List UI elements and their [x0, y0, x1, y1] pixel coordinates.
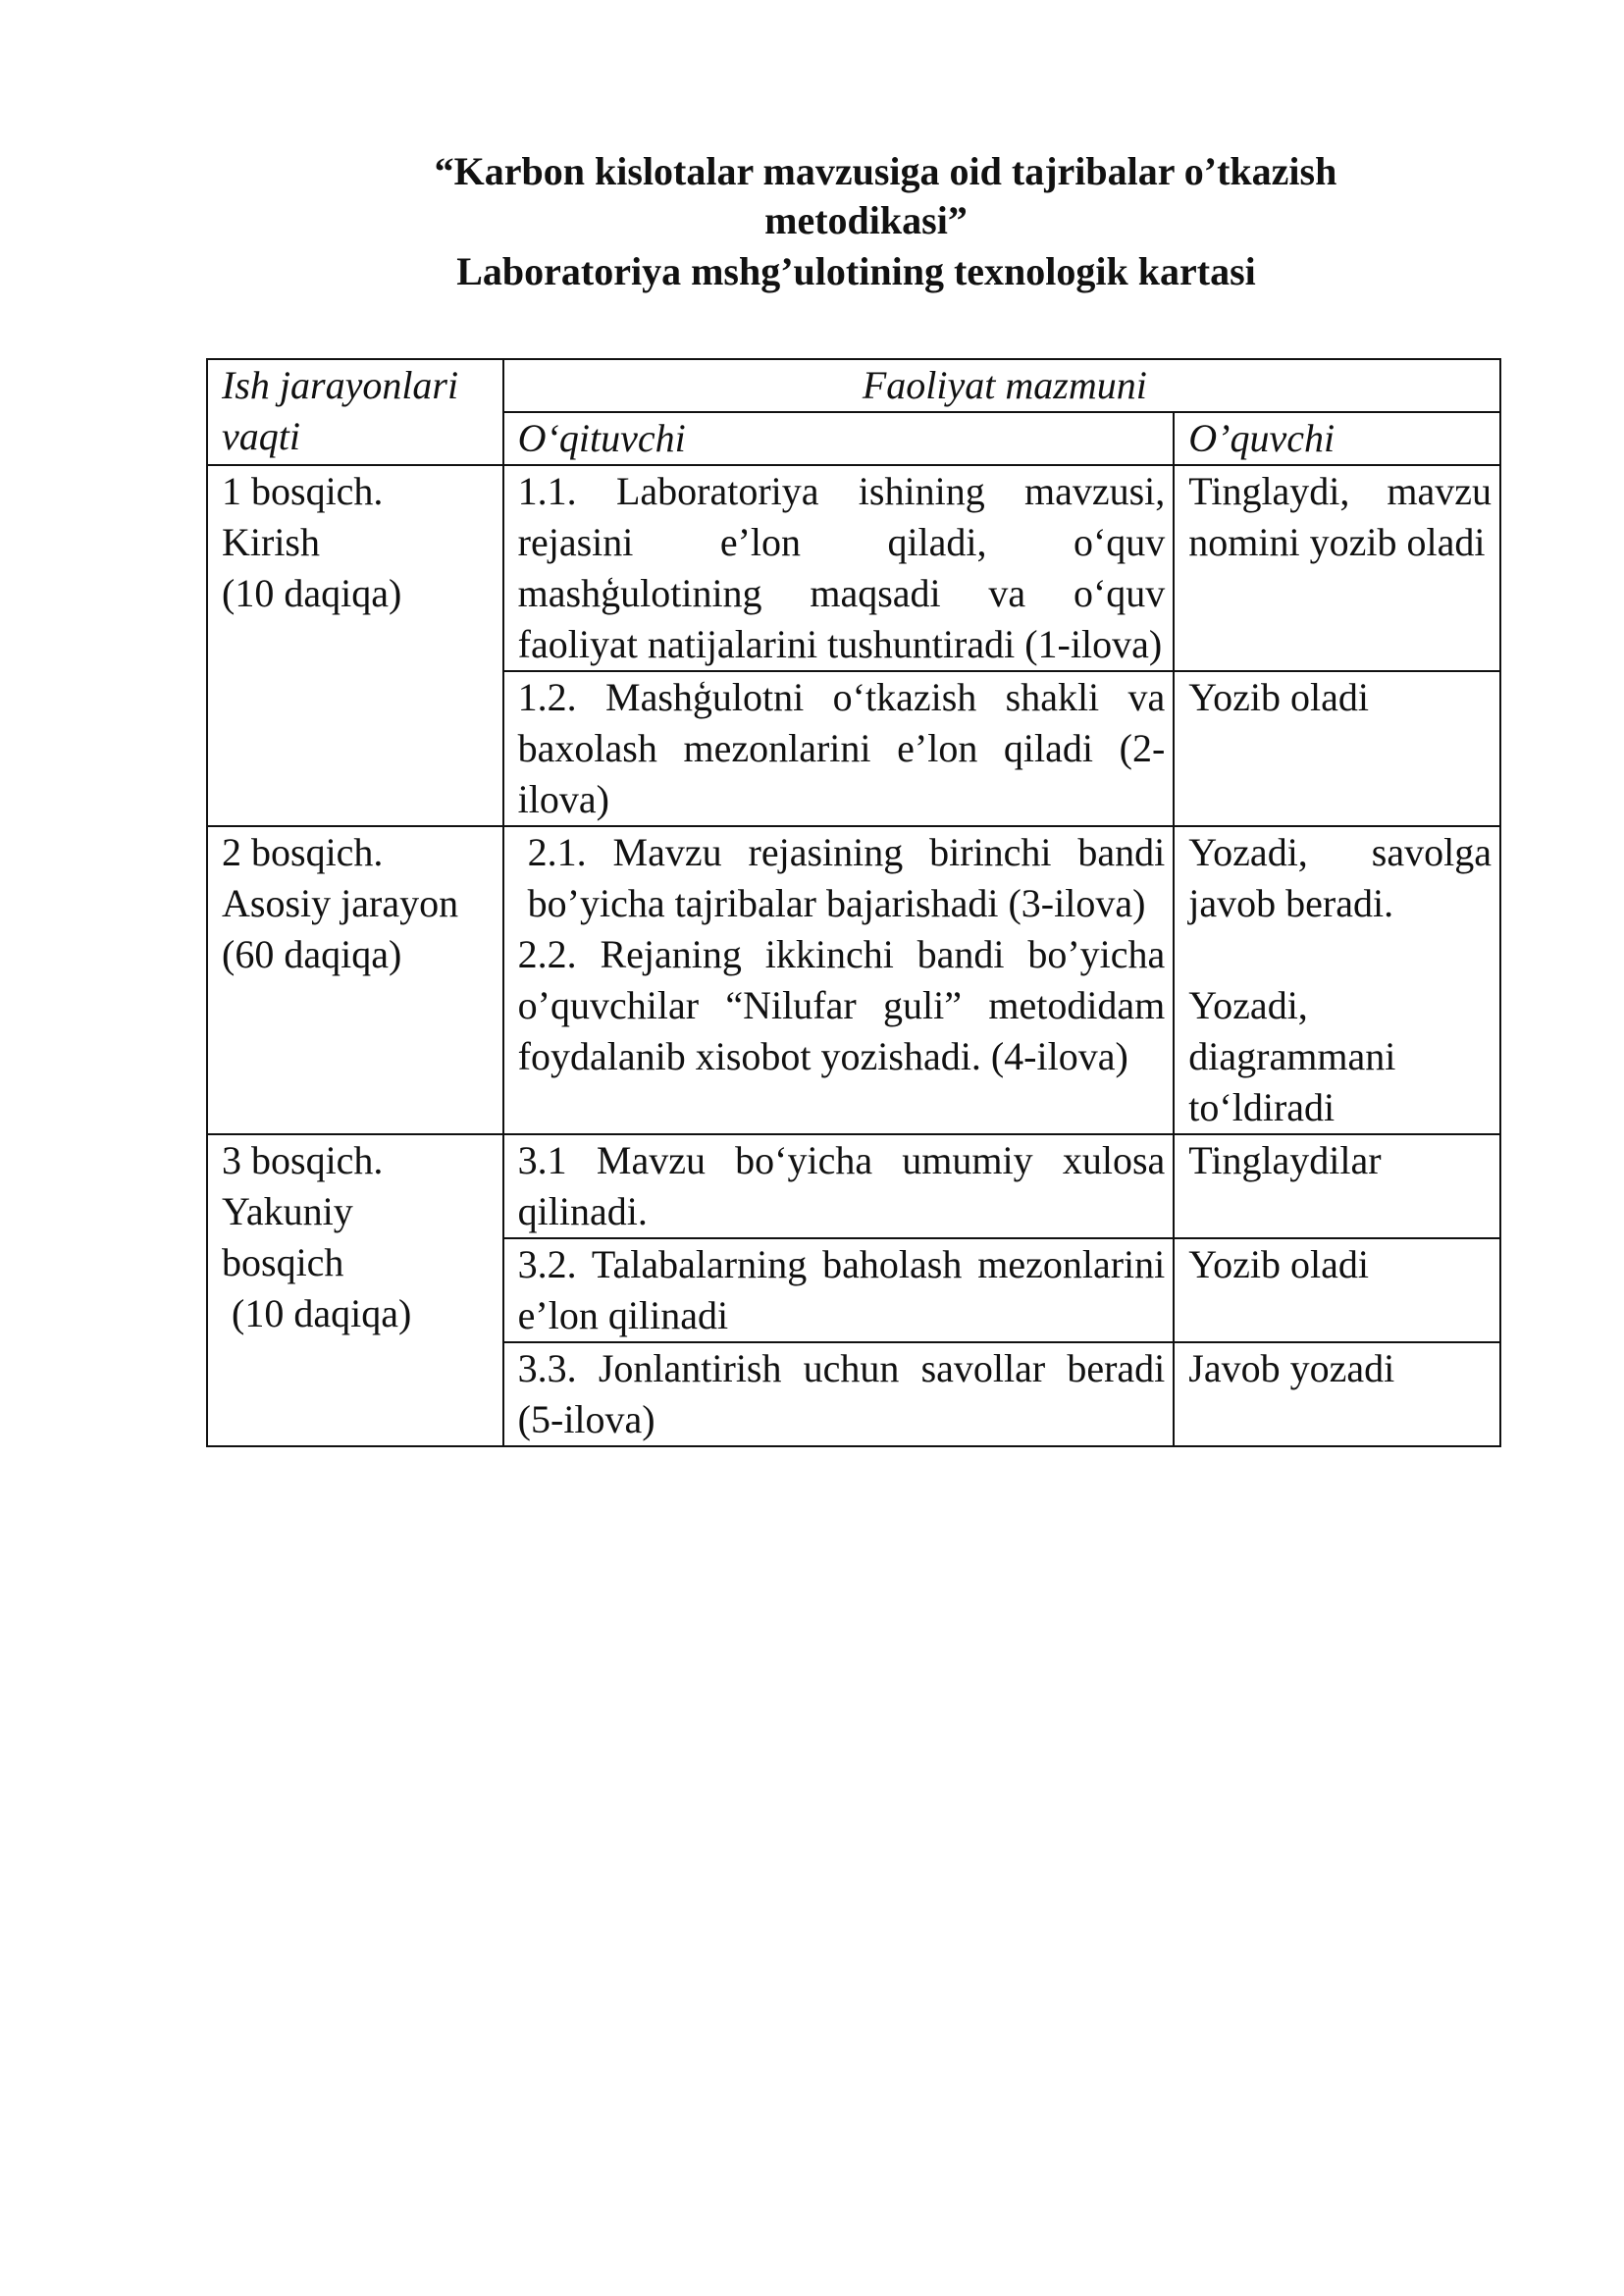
- teacher-activity-2-2: 2.2. Rejaning ikkinchi bandi bo’yicha o’quvchilar “Nilufar guli” metodidam foydalanib xisobot yozishadi. (4-ilova): [517, 932, 1166, 1078]
- stage-name: Kirish: [222, 520, 320, 564]
- spacer: [1188, 929, 1492, 980]
- stage-label: 2 bosqich.: [222, 830, 384, 874]
- stage-cell: [207, 826, 503, 1134]
- title-line-2: metodikasi”: [764, 198, 968, 242]
- stage-cell: [207, 1134, 503, 1446]
- table-row: [207, 826, 1500, 1134]
- subtitle: Laboratoriya mshg’ulotining texnologik kartasi: [456, 249, 1256, 293]
- table-row: [207, 465, 1500, 671]
- stage-label: 3 bosqich.: [222, 1138, 384, 1182]
- teacher-activity: 3.1 Mavzu boʻyicha umumiy xulosa qilinadi.: [503, 1134, 1175, 1238]
- student-activity: Yozib oladi: [1174, 671, 1500, 826]
- header-activity: Faoliyat mazmuni: [503, 359, 1500, 412]
- stage-duration: (60 daqiqa): [222, 932, 402, 976]
- table-header-row: [207, 359, 1500, 412]
- header-student: O’quvchi: [1174, 412, 1500, 465]
- student-activity: Tinglaydilar: [1174, 1134, 1500, 1238]
- teacher-activity: [503, 826, 1175, 1134]
- header-teacher: Oʻqituvchi: [503, 412, 1175, 465]
- stage-cell: [207, 465, 503, 826]
- student-activity: Javob yozadi: [1174, 1342, 1500, 1446]
- header-time-line2: vaqti: [222, 414, 300, 458]
- title-line-1: “Karbon kislotalar mavzusiga oid tajribalar o’tkazish: [434, 149, 1337, 193]
- student-activity: Yozib oladi: [1174, 1238, 1500, 1342]
- teacher-activity: 1.2. Mashģulotni oʻtkazish shakli va baxolash mezonlarini e’lon qiladi (2- ilova): [503, 671, 1175, 826]
- teacher-activity: 1.1. Laboratoriya ishining mavzusi, rejasini e’lon qiladi, oʻquv mashģulotining maqsadi va oʻquv faoliyat natijalarini tushuntiradi (1-ilova): [503, 465, 1175, 671]
- stage-label: 1 bosqich.: [222, 469, 384, 513]
- student-activity-2-1: Yozadi, savolga javob beradi.: [1188, 830, 1492, 925]
- stage-name: Yakuniy: [222, 1189, 353, 1233]
- student-activity: Tinglaydi, mavzu nomini yozib oladi: [1174, 465, 1500, 671]
- stage-name: Asosiy jarayon: [222, 881, 459, 925]
- student-activity: [1174, 826, 1500, 1134]
- stage-duration: (10 daqiqa): [232, 1291, 412, 1335]
- teacher-activity: 3.2. Talabalarning baholash mezonlarini e’lon qilinadi: [503, 1238, 1175, 1342]
- table-row: [207, 1134, 1500, 1238]
- technology-card-table: [206, 358, 1501, 1447]
- teacher-activity-2-1: 2.1. Mavzu rejasining birinchi bandi bo’yicha tajribalar bajarishadi (3-ilova): [527, 830, 1166, 925]
- header-time: [207, 359, 503, 465]
- document-title: [294, 147, 1418, 296]
- stage-duration: (10 daqiqa): [222, 571, 402, 615]
- stage-name-cont: bosqich: [222, 1240, 344, 1284]
- header-time-line1: Ish jarayonlari: [222, 363, 459, 407]
- student-activity-2-2: Yozadi, diagrammani toʻldiradi: [1188, 983, 1396, 1129]
- teacher-activity: 3.3. Jonlantirish uchun savollar beradi (5-ilova): [503, 1342, 1175, 1446]
